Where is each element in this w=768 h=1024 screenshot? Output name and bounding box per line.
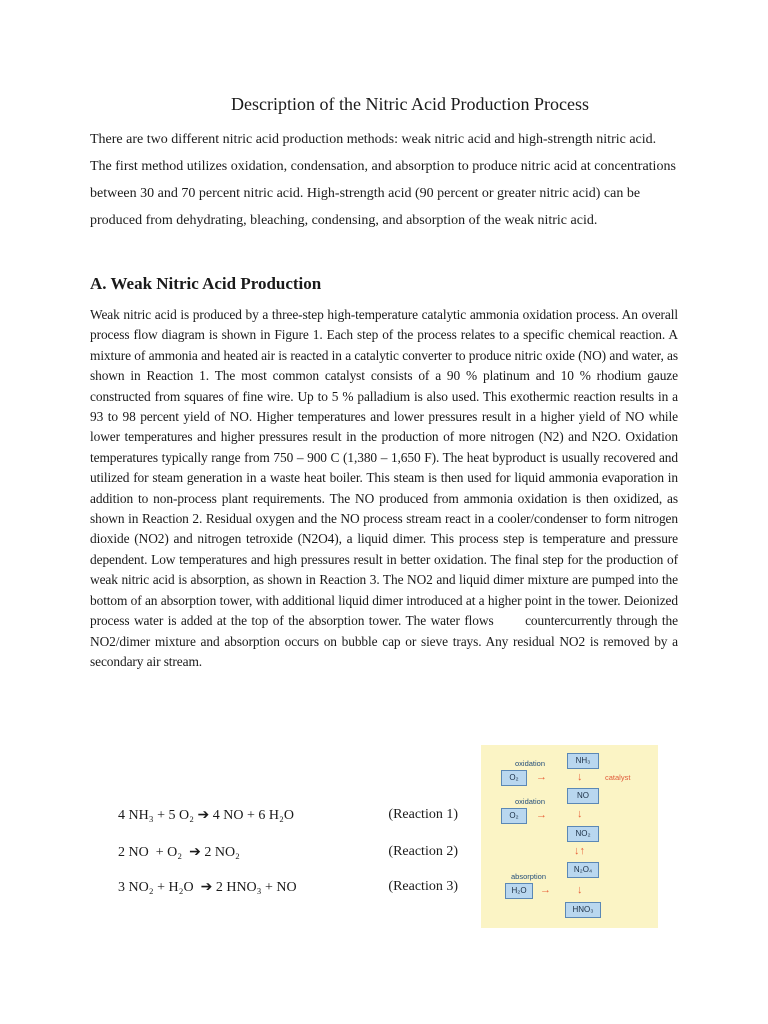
body-paragraph: Weak nitric acid is produced by a three-step high-temperature catalytic ammonia oxidation process. An overall process flow diagram is shown in Figure 1. Each step of the process relates to a specific chemical reaction. A mixture of ammonia and heated air is reacted in a catalytic converter to produce nitric oxide (NO) and water, as shown in Reaction 1. The most common catalyst consists of a 90 % platinum and 10 % rhodium gauze constructed from squares of fine wire. Up to 5 % palladium is also used. This exothermic reaction results in a 93 to 98 percent yield of NO. Higher temperatures and lower pressures result in a higher yield of NO while lower temperatures and higher pressures result in the production of more nitrogen (N2) and N2O. Oxidation temperatures typically range from 750 – 900 C (1,380 – 1,650 F). The heat byproduct is usually recovered and utilized for steam generation in a waste heat boiler. This steam is then used for liquid ammonia evaporation in addition to non-process plant requirements. The NO produced from ammonia oxidation is then oxidized, as shown in Reaction 2. Residual oxygen and the NO process stream react in a cooler/condenser to form nitrogen dioxide (NO2) and nitrogen tetroxide (N2O4), a liquid dimer. This process step is temperature and pressure dependent. Low temperatures and high pressures result in better oxidation. The final step for the production of weak nitric acid is absorption, as shown in Reaction 3. The NO2 and liquid dimer mixture are pumped into the bottom of an absorption tower, with additional liquid dimer introduced at a higher point in the tower. Deionized process water is added at the top of the absorption tower. The water flows countercurrently through the NO2/dimer mixture and absorption occurs on bubble cap or sieve trays. Any residual NO2 is removed by a secondary air stream. [90, 307, 678, 669]
section-heading: A. Weak Nitric Acid Production [90, 274, 322, 293]
reaction-2 [118, 844, 458, 861]
catalyst-label: catalyst [605, 773, 631, 782]
right-arrow-icon: → [536, 809, 547, 821]
no-box: NO [567, 788, 599, 804]
reaction-1 [118, 807, 458, 824]
reaction-label: (Reaction 1) [388, 807, 458, 822]
reaction-equation: 4 NH₃ + 5 O₂ ➔ 4 NO + 6 H₂O [118, 808, 294, 823]
reaction-label: (Reaction 2) [388, 844, 458, 859]
hno3-box: HNO₃ [565, 902, 601, 918]
process-flow-diagram [481, 745, 658, 928]
nh3-box: NH₃ [567, 753, 599, 769]
absorption-label: absorption [511, 872, 547, 881]
reaction-label: (Reaction 3) [388, 879, 458, 894]
right-arrow-icon: → [536, 771, 547, 783]
reaction-equation: 3 NO₂ + H₂O ➔ 2 HNO₃ + NO [118, 880, 297, 895]
h2o-box: H₂O [505, 883, 533, 899]
right-arrow-icon: → [540, 884, 551, 896]
down-arrow-icon: ↓ [577, 884, 583, 896]
page-title: Description of the Nitric Acid Production Process [231, 94, 589, 114]
reaction-3 [118, 879, 458, 896]
down-arrow-icon: ↓ [577, 808, 583, 820]
n2o4-box: N₂O₄ [567, 862, 599, 878]
reaction-equation: 2 NO + O₂ ➔ 2 NO₂ [118, 845, 240, 860]
down-arrow-icon: ↓ [577, 771, 583, 783]
o2-box: O₂ [501, 808, 527, 824]
no2-box: NO₂ [567, 826, 599, 842]
oxidation-label: oxidation [515, 797, 546, 806]
oxidation-label: oxidation [515, 759, 546, 768]
up-down-arrows-icon: ↓↑ [574, 845, 585, 857]
intro-paragraph: There are two different nitric acid production methods: weak nitric acid and high-strength nitric acid. The first method utilizes oxidation, condensation, and absorption to produce nitric acid at concentrations between 30 and 70 percent nitric acid. High-strength acid (90 percent or greater nitric acid) can be produced from dehydrating, bleaching, condensing, and absorption of the weak nitric acid. [90, 132, 676, 228]
o2-box: O₂ [501, 770, 527, 786]
